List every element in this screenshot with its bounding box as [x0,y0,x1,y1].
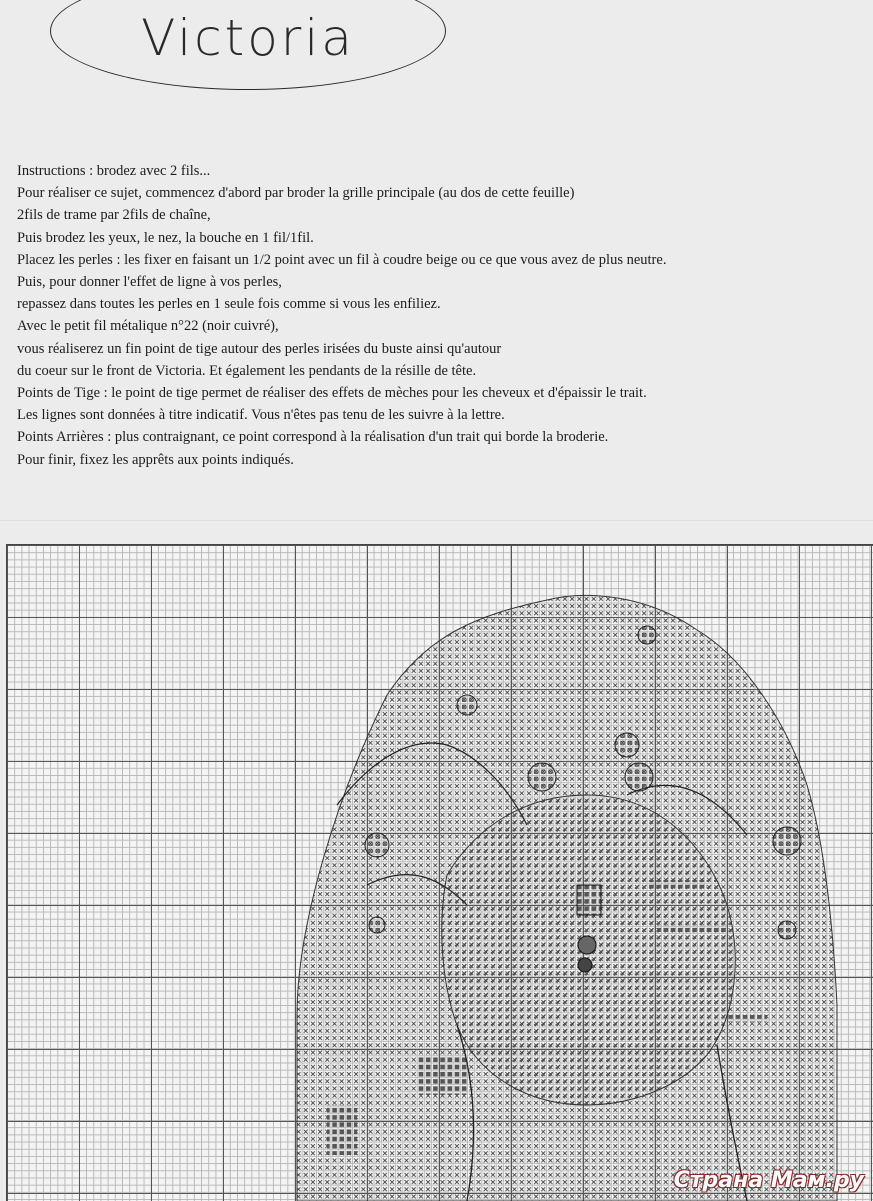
instruction-line: repassez dans toutes les perles en 1 seule fois comme si vous les enfiliez. [17,296,441,313]
page-title: Victoria [141,9,355,67]
title-oval [50,0,446,90]
watermark-logo: Страна Мам.ру [673,1168,864,1193]
paper-fold [0,520,873,522]
cross-stitch-chart [6,544,873,1201]
instruction-line: vous réaliserez un fin point de tige autour des perles irisées du buste ainsi qu'autour [17,340,502,357]
instruction-line: Points Arrières : plus contraignant, ce point correspond à la réalisation d'un trait qui borde la broderie. [17,429,609,446]
instruction-line: Points de Tige : le point de tige permet de réaliser des effets de mèches pour les cheveux et d'épaissir le trait. [17,385,647,402]
instruction-line: 2fils de trame par 2fils de chaîne, [17,207,211,224]
instruction-line: Placez les perles : les fixer en faisant un 1/2 point avec un fil à coudre beige ou ce que vous avez de plus neutre. [17,251,667,268]
instruction-line: Pour réaliser ce sujet, commencez d'abord par broder la grille principale (au dos de cette feuille) [17,185,575,202]
instruction-line: Puis, pour donner l'effet de ligne à vos perles, [17,274,282,291]
stitch-pattern-drawing [7,545,873,1201]
instructions-list [17,160,857,471]
instruction-line: du coeur sur le front de Victoria. Et également les pendants de la résille de tête. [17,362,477,379]
instruction-line: Pour finir, fixez les apprêts aux points indiqués. [17,451,294,468]
instruction-line: Les lignes sont données à titre indicatif. Vous n'êtes pas tenu de les suivre à la lettre. [17,407,505,424]
instruction-line: Puis brodez les yeux, le nez, la bouche en 1 fil/1fil. [17,229,314,246]
instruction-line: Avec le petit fil métalique n°22 (noir cuivré), [17,318,279,335]
instruction-line: Instructions : brodez avec 2 fils... [17,163,211,179]
